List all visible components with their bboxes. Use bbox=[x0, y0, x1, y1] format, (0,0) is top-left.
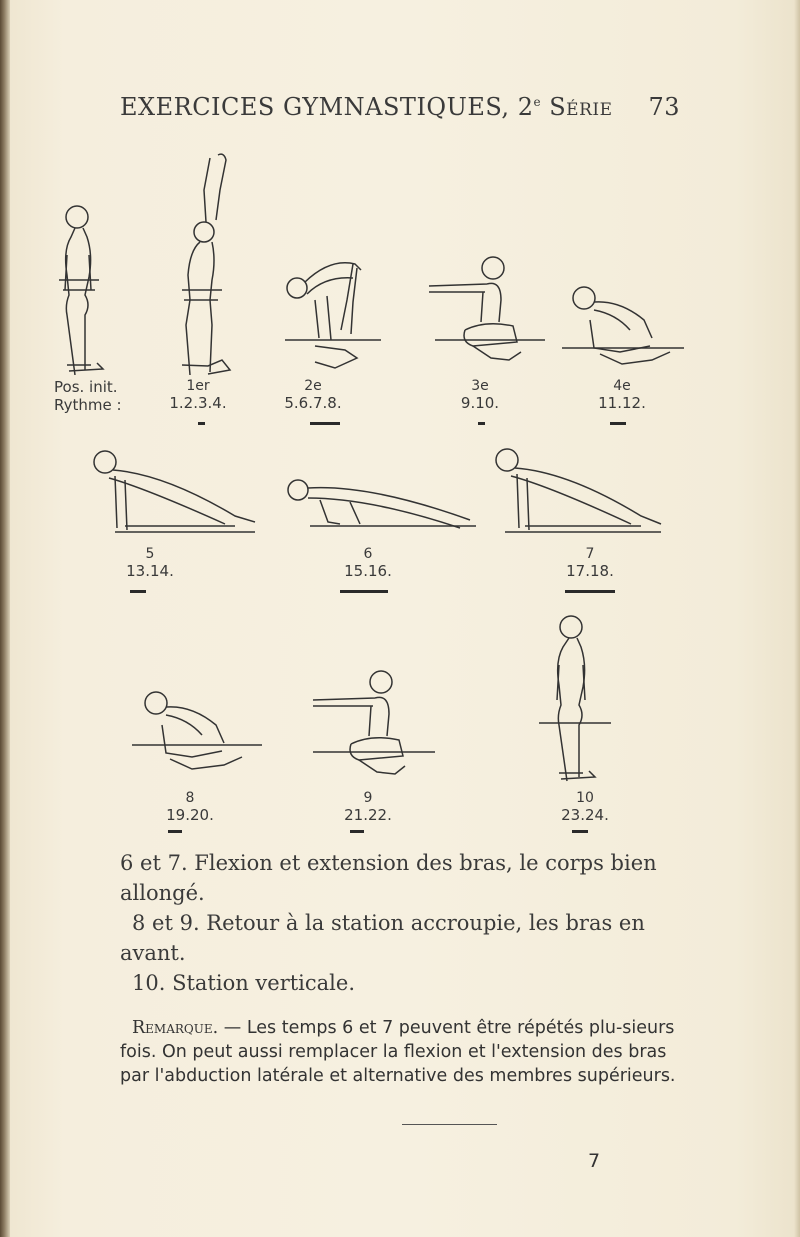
paragraph-8-9 bbox=[120, 908, 700, 968]
rhythm-bar-3 bbox=[478, 422, 485, 425]
figure-crouch-arms-forward-9 bbox=[305, 660, 445, 785]
label-fig-10: 10 23.24. bbox=[561, 790, 609, 824]
figure-crouch-8 bbox=[130, 685, 265, 780]
rhythm-bar-9 bbox=[350, 830, 364, 833]
figure-crouch-hands-down bbox=[560, 280, 685, 375]
label-fig-9: 9 21.22. bbox=[344, 790, 392, 824]
label-fig-3: 3e 9.10. bbox=[460, 378, 500, 412]
figure-squat-arms-forward bbox=[275, 250, 385, 375]
label-fig-6: 6 15.16. bbox=[344, 546, 392, 580]
figure-plank-5 bbox=[85, 440, 260, 540]
running-header bbox=[120, 93, 680, 133]
header-title: EXERCICES GYMNASTIQUES, 2e Série bbox=[120, 93, 613, 121]
rhythm-bar-4 bbox=[610, 422, 626, 425]
paragraph-10 bbox=[120, 968, 700, 998]
rhythm-bar-5 bbox=[130, 590, 146, 593]
footer-rule bbox=[402, 1124, 497, 1125]
rhythm-bar-7 bbox=[565, 590, 615, 593]
book-spine-shadow bbox=[0, 0, 10, 1237]
rhythm-bar-8 bbox=[168, 830, 182, 833]
remark-text: — Les temps 6 et 7 peuvent être répétés plu-sieurs fois. On peut aussi remplacer la flexion et l'extension des bras par l'abduction latérale et alternative des membres supérieurs. bbox=[120, 1018, 676, 1086]
label-fig-8: 8 19.20. bbox=[166, 790, 214, 824]
label-pos-init: Pos. init. Rythme : bbox=[54, 378, 122, 414]
figure-plank-7 bbox=[485, 440, 665, 540]
rhythm-bar-1 bbox=[198, 422, 205, 425]
paragraph-line: allongé. bbox=[120, 881, 205, 905]
remark-lead: Remarque. bbox=[132, 1018, 219, 1038]
page-edge bbox=[794, 0, 800, 1237]
label-fig-2: 2e 5.6.7.8. bbox=[284, 378, 342, 412]
page-number: 73 bbox=[648, 93, 680, 121]
remark-paragraph bbox=[120, 1016, 700, 1088]
rhythm-bar-6 bbox=[340, 590, 388, 593]
paragraph-line: 10. Station verticale. bbox=[132, 971, 356, 995]
paragraph-line: 6 et 7. Flexion et extension des bras, le corps bien bbox=[120, 851, 657, 875]
label-fig-1: 1er 1.2.3.4. bbox=[169, 378, 227, 412]
figure-standing-position-initiale bbox=[45, 195, 120, 375]
rhythm-bar-10 bbox=[572, 830, 588, 833]
paragraph-6-7 bbox=[120, 848, 700, 908]
label-fig-4: 4e 11.12. bbox=[598, 378, 646, 412]
signature-mark: 7 bbox=[588, 1150, 601, 1172]
label-fig-5: 5 13.14. bbox=[126, 546, 174, 580]
paragraph-line: 8 et 9. Retour à la station accroupie, les bras en bbox=[132, 911, 645, 935]
figure-crouch-arms-forward bbox=[425, 250, 555, 370]
figure-pushup-6 bbox=[280, 470, 480, 535]
rhythm-bar-2 bbox=[310, 422, 340, 425]
figure-standing-10 bbox=[535, 605, 615, 785]
label-fig-7: 7 17.18. bbox=[566, 546, 614, 580]
paragraph-line: avant. bbox=[120, 941, 186, 965]
figure-arms-raised bbox=[160, 150, 245, 380]
